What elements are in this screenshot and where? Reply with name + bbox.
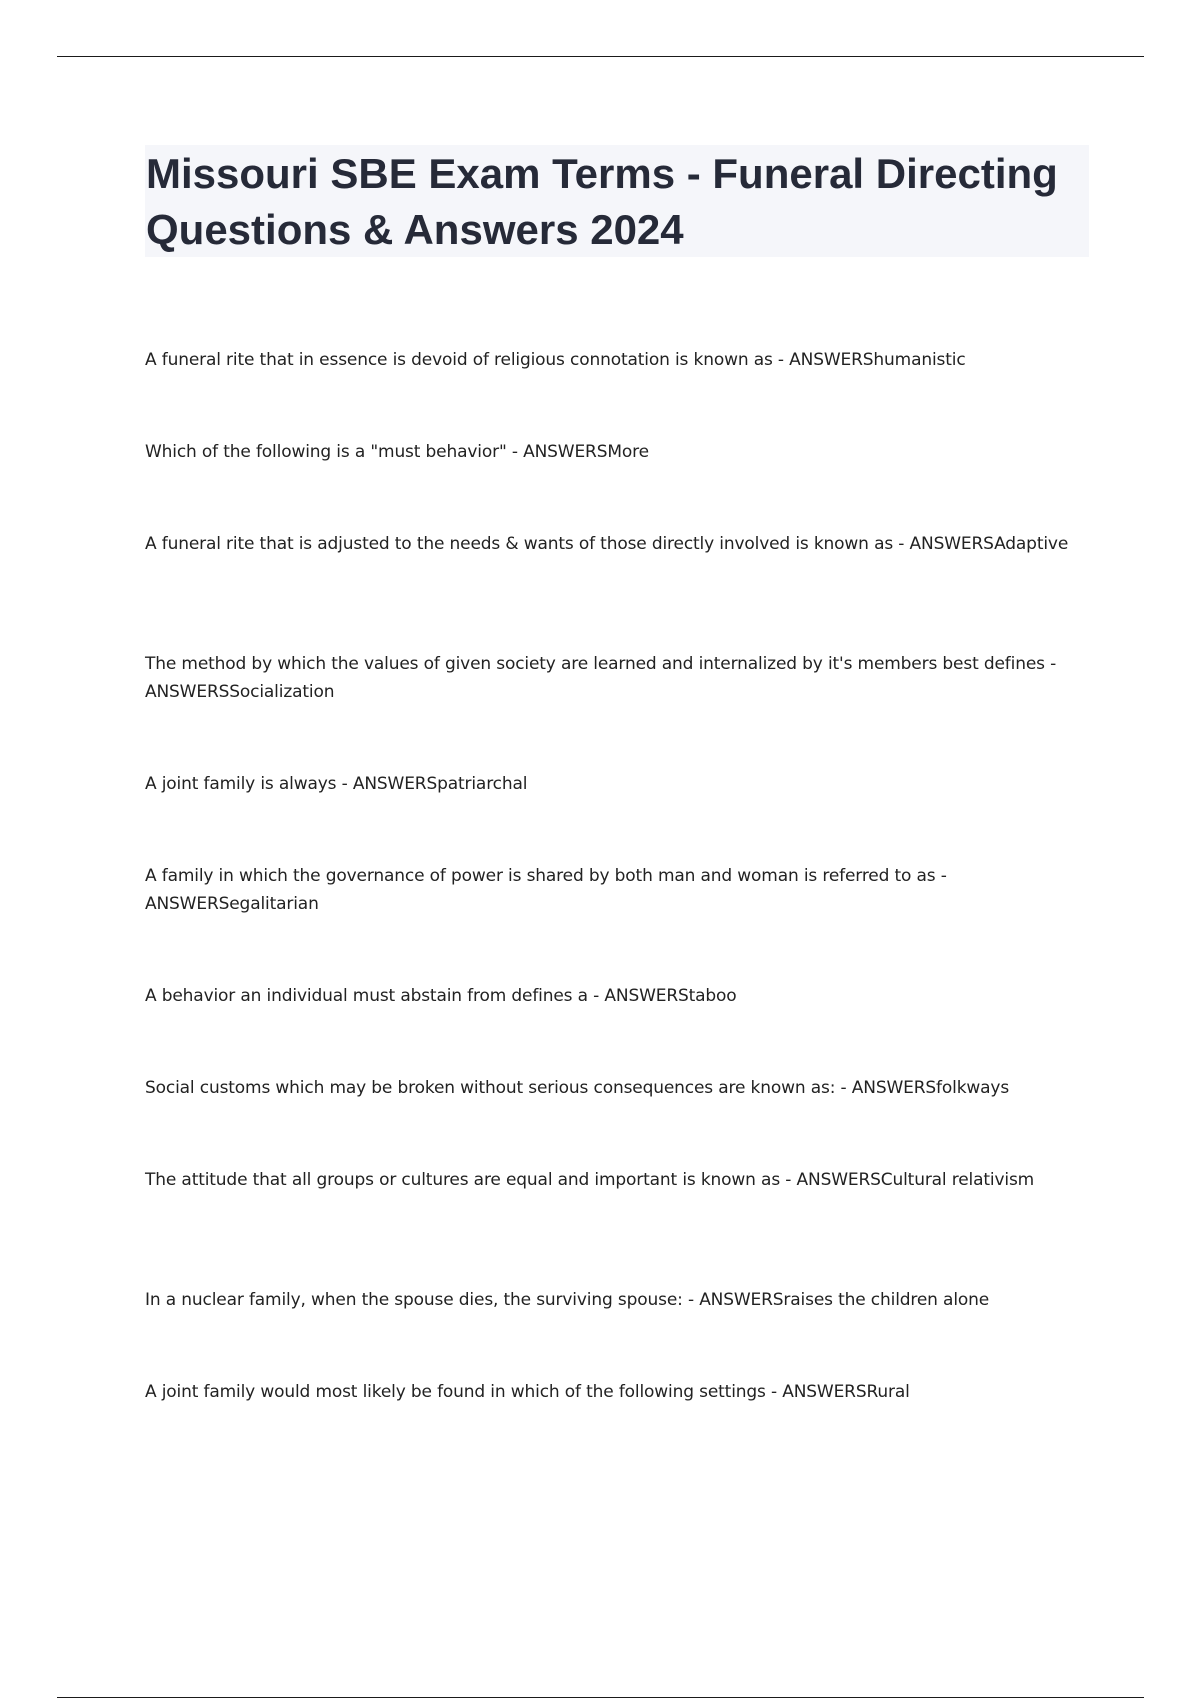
qa-item-8: Social customs which may be broken without serious consequences are known as: - ANSWERSfolkways: [145, 1078, 1010, 1098]
qa-item-9: The attitude that all groups or cultures are equal and important is known as - ANSWERSCultural relativism: [145, 1170, 1035, 1190]
qa-list: [145, 346, 1085, 1470]
document-title: Missouri SBE Exam Terms - Funeral Directing Questions & Answers 2024: [146, 150, 1058, 253]
qa-item-4: The method by which the values of given society are learned and internalized by it's members best defines - ANSWERSSocialization: [145, 654, 1057, 702]
qa-item-11: A joint family would most likely be found in which of the following settings - ANSWERSRural: [145, 1382, 910, 1402]
qa-item-7: A behavior an individual must abstain from defines a - ANSWERStaboo: [145, 986, 737, 1006]
bottom-rule: [57, 1697, 1144, 1698]
qa-item-2: Which of the following is a "must behavior" - ANSWERSMore: [145, 442, 649, 462]
top-rule: [57, 56, 1144, 57]
qa-item-3: A funeral rite that is adjusted to the needs & wants of those directly involved is known as - ANSWERSAdaptive: [145, 534, 1069, 554]
qa-item-1: A funeral rite that in essence is devoid of religious connotation is known as - ANSWERShumanistic: [145, 350, 966, 370]
qa-item-5: A joint family is always - ANSWERSpatriarchal: [145, 774, 528, 794]
qa-item-6: A family in which the governance of power is shared by both man and woman is referred to as - ANSWERSegalitarian: [145, 866, 947, 914]
qa-item-10: In a nuclear family, when the spouse dies, the surviving spouse: - ANSWERSraises the children alone: [145, 1290, 990, 1310]
